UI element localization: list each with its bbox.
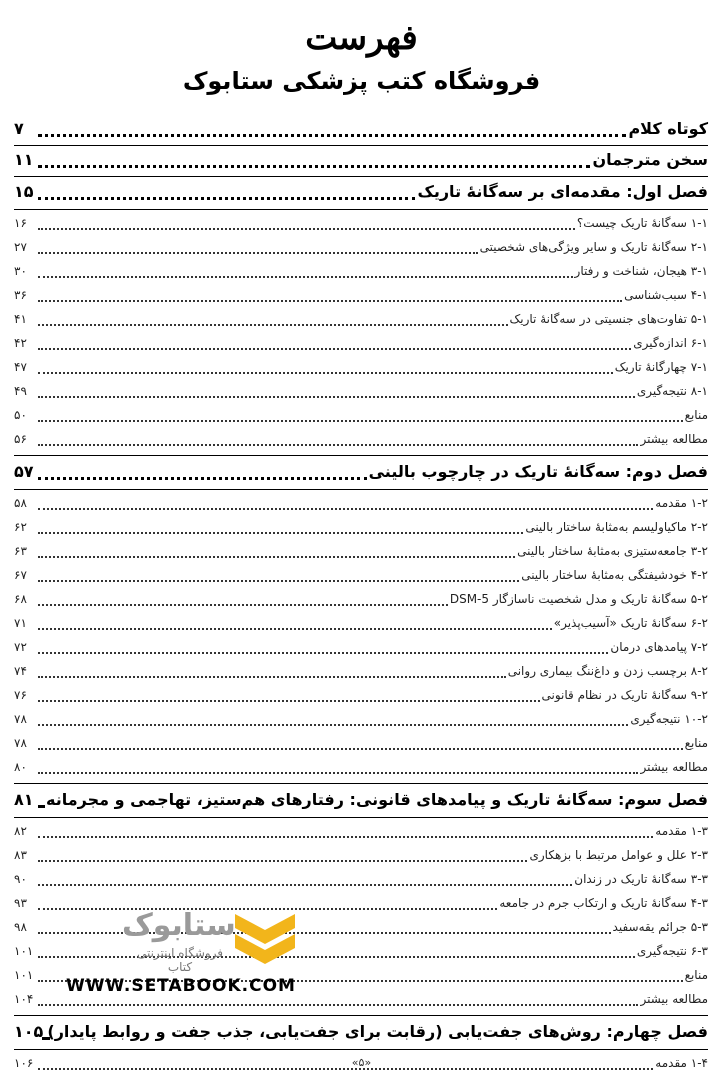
toc-subentry-label: منابع [684,968,708,982]
dot-leader [38,477,367,480]
toc-subentry [14,491,708,515]
dot-leader [38,228,575,230]
toc-subentry [14,587,708,611]
toc-subentry-label: ۲-۲ ماکیاولیسم به‌مثابهٔ ساختار بالینی [525,520,708,534]
dot-leader [38,252,478,254]
toc-subentry-page: ۴۹ [14,384,27,398]
toc-subentry-page: ۱۰۱ [14,968,34,982]
toc-subentry-label: منابع [684,736,708,750]
chapter-heading-label: فصل دوم: سه‌گانهٔ تاریک در چارچوب بالینی [368,462,708,481]
chapter-heading-page: ۸۱ [14,790,34,809]
divider [14,1049,708,1050]
divider [14,209,708,210]
toc-subentry [14,843,708,867]
toc-subentry-page: ۳۶ [14,288,27,302]
toc-subentry-page: ۸۳ [14,848,27,862]
dot-leader [38,165,590,168]
dot-leader [38,1004,638,1006]
dot-leader [38,276,573,278]
toc-subentry-label: ۱-۲ مقدمه [655,496,708,510]
dot-leader [38,805,44,808]
toc-subentry [14,355,708,379]
toc-subentry-label: ۴-۳ سه‌گانهٔ تاریک و ارتکاب جرم در جامعه [499,896,708,910]
toc-entry-page: ۷ [14,119,24,138]
toc-subentry [14,427,708,451]
dot-leader [38,772,638,774]
dot-leader [38,508,653,510]
toc-entry-label: سخن مترجمان [592,150,708,169]
toc-subentry-label: ۶-۳ نتیجه‌گیری [636,944,708,958]
toc-subentry [14,731,708,755]
dot-leader [38,396,635,398]
toc-subentry-page: ۶۸ [14,592,27,606]
toc-subentry-label: ۲-۳ علل و عوامل مرتبط با بزهکاری [529,848,708,862]
toc-subentry-label: ۵-۲ سه‌گانهٔ تاریک و مدل شخصیت ناسازگار DSM-5 [449,592,708,606]
divider [14,783,708,784]
dot-leader [38,604,448,606]
toc-subentry-label: ۷-۱ چهارگانهٔ تاریک [614,360,708,374]
dot-leader [38,324,508,326]
dot-leader [38,134,626,137]
page-subtitle: فروشگاه کتب پزشکی ستابوک [182,67,541,95]
toc-subentry-page: ۹۰ [14,872,27,886]
dot-leader [38,700,540,702]
dot-leader [38,884,572,886]
toc-subentry-label: ۸-۲ برچسب زدن و داغ‌ننگ بیماری روانی [507,664,708,678]
toc-entry [14,116,708,142]
chapter-heading-label: فصل چهارم: روش‌های جفت‌یابی (رقابت برای جفت‌یابی، جذب جفت و روابط پایدار) [47,1022,708,1041]
toc-subentry [14,867,708,891]
divider [14,176,708,177]
toc-subentry [14,611,708,635]
toc-entry [14,147,708,173]
toc-subentry-label: ۷-۲ پیامدهای درمان [610,640,708,654]
toc-subentry-label: منابع [684,408,708,422]
toc-subentry [14,563,708,587]
chapter-heading [14,178,708,206]
toc-subentry [14,539,708,563]
toc-subentry-page: ۸۰ [14,760,27,774]
watermark-brand: ستابوک [122,908,236,943]
toc-subentry [14,515,708,539]
toc-subentry-label: ۱-۴ مقدمه [655,1056,708,1070]
toc-subentry [14,659,708,683]
page-title: فهرست [305,18,418,58]
toc-subentry-page: ۷۶ [14,688,27,702]
toc-subentry-page: ۵۰ [14,408,27,422]
dot-leader [38,348,631,350]
toc-subentry-page: ۵۶ [14,432,27,446]
toc-subentry [14,755,708,779]
divider [14,817,708,818]
dot-leader [38,444,638,446]
toc-subentry [14,259,708,283]
toc-subentry-page: ۴۱ [14,312,27,326]
toc-subentry [14,819,708,843]
toc-subentry-page: ۲۷ [14,240,27,254]
toc-subentry-page: ۱۰۴ [14,992,34,1006]
toc-subentry-label: ۵-۳ جرائم یقه‌سفید [612,920,708,934]
chapter-heading-label: فصل اول: مقدمه‌ای بر سه‌گانهٔ تاریک [417,182,708,201]
toc-subentry-label: ۳-۳ سه‌گانهٔ تاریک در زندان [574,872,708,886]
chapter-heading-label: فصل سوم: سه‌گانهٔ تاریک و پیامدهای قانونی: رفتارهای هم‌ستیز، تهاجمی و مجرمانه [46,790,708,809]
chapter-heading-page: ۵۷ [14,462,34,481]
toc-subentry-label: ۳-۱ هیجان، شناخت و رفتار [574,264,708,278]
toc-subentry-page: ۱۶ [14,216,27,230]
toc-subentry-label: ۵-۱ تفاوت‌های جنسیتی در سه‌گانهٔ تاریک [509,312,708,326]
dot-leader [38,420,683,422]
toc-subentry-page: ۷۱ [14,616,27,630]
dot-leader [38,197,415,200]
watermark-url: WWW.SETABOOK.COM [66,976,296,996]
toc-subentry-page: ۸۲ [14,824,27,838]
watermark-tagline: فروشگاه اینترنتی کتاب [136,946,224,974]
toc-subentry [14,331,708,355]
toc-subentry-label: ۴-۲ خودشیفتگی به‌مثابهٔ ساختار بالینی [521,568,708,582]
watermark [60,900,320,1000]
toc-subentry-page: ۶۷ [14,568,27,582]
toc-entry-page: ۱۱ [14,150,34,169]
toc-subentry-page: ۶۳ [14,544,27,558]
dot-leader [38,580,519,582]
dot-leader [38,372,613,374]
dot-leader [38,556,515,558]
toc-subentry-label: ۳-۲ جامعه‌ستیزی به‌مثابهٔ ساختار بالینی [517,544,708,558]
toc-subentry-label: ۱-۱ سه‌گانهٔ تاریک چیست؟ [576,216,708,230]
toc-subentry-page: ۵۸ [14,496,27,510]
toc-subentry-label: مطالعه بیشتر [640,432,708,446]
toc-subentry-label: ۱-۳ مقدمه [655,824,708,838]
toc-subentry-label: مطالعه بیشتر [640,760,708,774]
toc-subentry [14,707,708,731]
toc-subentry [14,403,708,427]
chapter-heading [14,458,708,486]
chapter-heading-page: ۱۵ [14,182,34,201]
toc-subentry-page: ۶۲ [14,520,27,534]
dot-leader [38,836,653,838]
toc-subentry-page: ۱۰۶ [14,1056,34,1070]
toc-subentry [14,235,708,259]
toc-subentry-label: ۶-۲ سه‌گانهٔ تاریک «آسیب‌پذیر» [553,616,708,630]
toc-subentry-page: ۷۸ [14,712,27,726]
toc-subentry-page: ۹۸ [14,920,27,934]
toc-subentry-label: ۴-۱ سبب‌شناسی [624,288,708,302]
divider [14,1015,708,1016]
toc-subentry-label: مطالعه بیشتر [640,992,708,1006]
dot-leader [38,300,622,302]
toc-subentry-label: ۶-۱ اندازه‌گیری [633,336,708,350]
dot-leader [38,628,552,630]
divider [14,489,708,490]
toc-subentry [14,211,708,235]
toc-subentry [14,283,708,307]
toc-subentry [14,635,708,659]
chapter-heading [14,1018,708,1046]
toc-subentry-page: ۷۲ [14,640,27,654]
toc-subentry-page: ۴۲ [14,336,27,350]
page-number: «۵» [351,1056,372,1069]
toc-subentry-page: ۹۳ [14,896,27,910]
dot-leader [38,748,683,750]
toc-subentry [14,307,708,331]
toc-subentry [14,683,708,707]
toc-subentry-page: ۴۷ [14,360,27,374]
chapter-heading-page: ۱۰۵ [14,1022,44,1041]
divider [14,455,708,456]
setabook-logo-icon [230,906,300,966]
toc-subentry [14,379,708,403]
toc-subentry-label: ۲-۱ سه‌گانهٔ تاریک و سایر ویژگی‌های شخصیتی [479,240,708,254]
divider [14,145,708,146]
dot-leader [38,532,523,534]
toc-subentry-page: ۷۸ [14,736,27,750]
dot-leader [38,860,527,862]
chapter-heading [14,786,708,814]
dot-leader [38,676,506,678]
toc-subentry-page: ۷۴ [14,664,27,678]
toc-subentry-page: ۱۰۱ [14,944,34,958]
toc-subentry-page: ۳۰ [14,264,27,278]
toc-entry-label: کوتاه کلام [628,119,708,138]
toc-subentry-label: ۱۰-۲ نتیجه‌گیری [630,712,708,726]
toc-subentry-label: ۹-۲ سه‌گانهٔ تاریک در نظام قانونی [541,688,708,702]
dot-leader [38,724,628,726]
toc-subentry-label: ۸-۱ نتیجه‌گیری [636,384,708,398]
dot-leader [38,652,608,654]
